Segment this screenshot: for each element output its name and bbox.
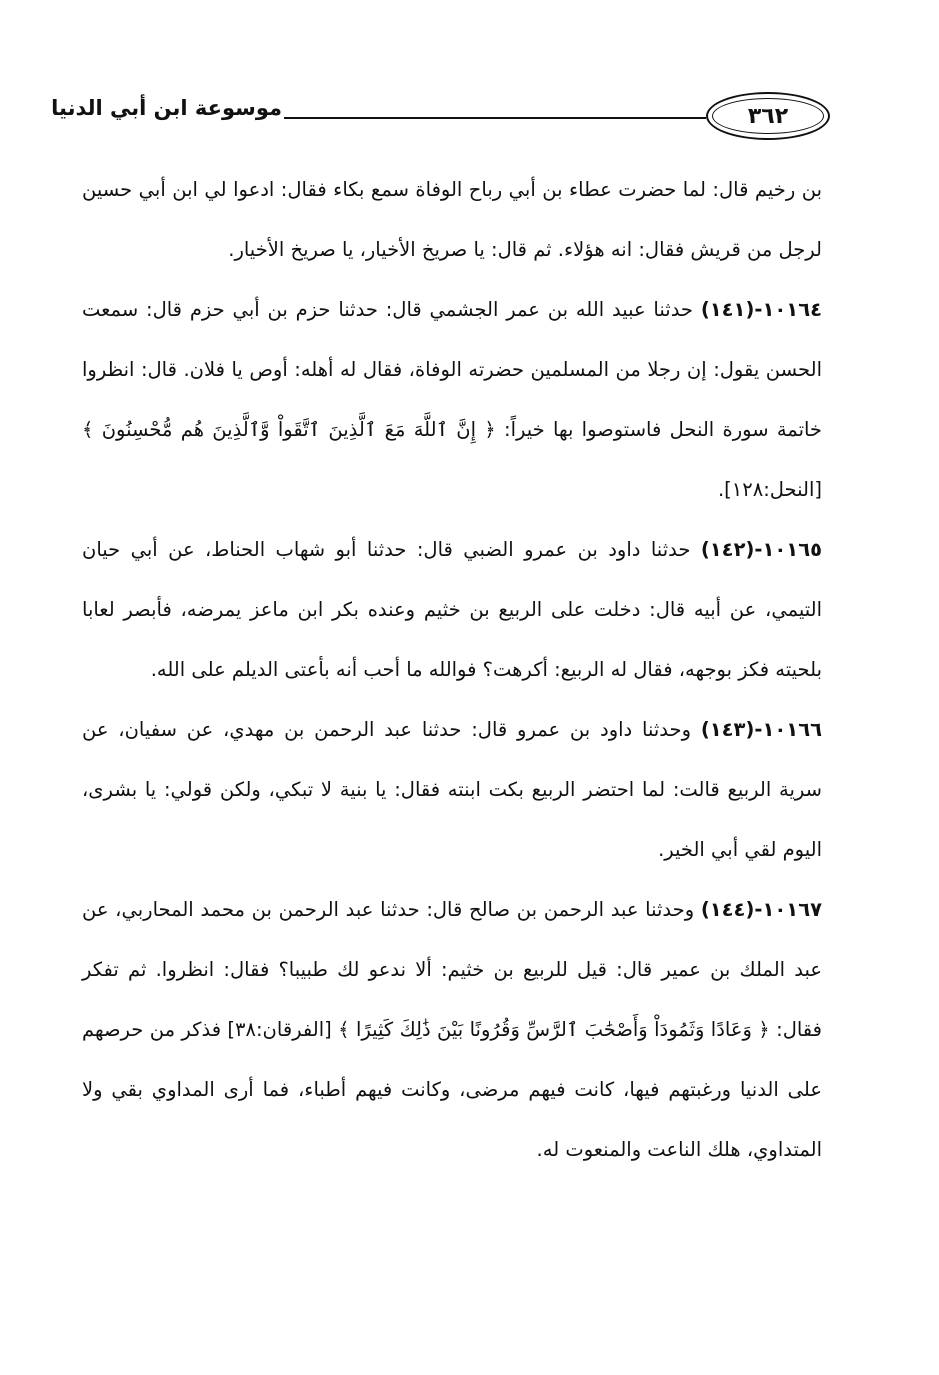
paragraph xyxy=(82,160,822,280)
paragraph-entry xyxy=(82,700,822,880)
entry-number: ١٠١٦٧-(١٤٤) xyxy=(700,898,822,921)
paragraph-entry xyxy=(82,880,822,1180)
entry-number: ١٠١٦٦-(١٤٣) xyxy=(700,718,822,741)
paragraph-text: حدثنا داود بن عمرو الضبي قال: حدثنا أبو شهاب الحناط، عن أبي حيان التيمي، عن أبيه قال: دخلت على الربيع بن خثيم وعنده بكر ابن ماعز يمرضه، فأبصر لعابا بلحيته فكز بوجهه، فقال له الربيع: أكرهت؟ فوالله ما أحب أنه بأعتى الديلم على الله. xyxy=(82,538,822,681)
paragraph-text: وحدثنا داود بن عمرو قال: حدثنا عبد الرحمن بن مهدي، عن سفيان، عن سرية الربيع قالت: لما احتضر الربيع بكت ابنته فقال: يا بنية لا تبكي، ولكن قولي: يا بشرى، اليوم لقي أبي الخير. xyxy=(82,718,822,861)
page-number: ٣٦٢ xyxy=(747,103,789,129)
paragraph-text: حدثنا عبيد الله بن عمر الجشمي قال: حدثنا حزم بن أبي حزم قال: سمعت الحسن يقول: إن رجلا من المسلمين حضرته الوفاة، فقال له أهله: أوص يا فلان. قال: انظروا خاتمة سورة النحل فاستوصوا بها خيراً: ﴿ إِنَّ ٱللَّهَ مَعَ ٱلَّذِينَ ٱتَّقَواْ وَّٱلَّذِينَ هُم مُّحْسِنُونَ ﴾ [النحل:١٢٨]. xyxy=(82,298,822,501)
paragraph-entry xyxy=(82,520,822,700)
header-rule xyxy=(284,117,706,119)
page-body xyxy=(82,160,822,1180)
entry-number: ١٠١٦٤-(١٤١) xyxy=(700,298,822,321)
page-number-frame xyxy=(706,92,830,140)
paragraph-text: بن رخيم قال: لما حضرت عطاء بن أبي رباح الوفاة سمع بكاء فقال: ادعوا لي ابن أبي حسين لرجل من قريش فقال: انه هؤلاء. ثم قال: يا صريخ الأخيار، يا صريخ الأخيار. xyxy=(82,178,822,261)
entry-number: ١٠١٦٥-(١٤٢) xyxy=(700,538,823,561)
paragraph-entry xyxy=(82,280,822,520)
paragraph-text: وحدثنا عبد الرحمن بن صالح قال: حدثنا عبد الرحمن بن محمد المحاربي، عن عبد الملك بن عمير قال: قيل للربيع بن خثيم: ألا ندعو لك طبيبا؟ فقال: انظروا. ثم تفكر فقال: ﴿ وَعَادًا وَثَمُودَاْ وَأَصْحَٰبَ ٱلرَّسِّ وَقُرُونًا بَيْنَ ذَٰلِكَ كَثِيرًا ﴾ [الفرقان:٣٨] فذكر من حرصهم على الدنيا ورغبتهم فيها، كانت فيهم مرضى، وكانت فيهم أطباء، فما أرى المداوي بقي ولا المتداوي، هلك الناعت والمنعوت له. xyxy=(82,898,822,1161)
book-title: موسوعة ابن أبي الدنيا xyxy=(51,96,282,120)
page-header xyxy=(51,88,830,150)
